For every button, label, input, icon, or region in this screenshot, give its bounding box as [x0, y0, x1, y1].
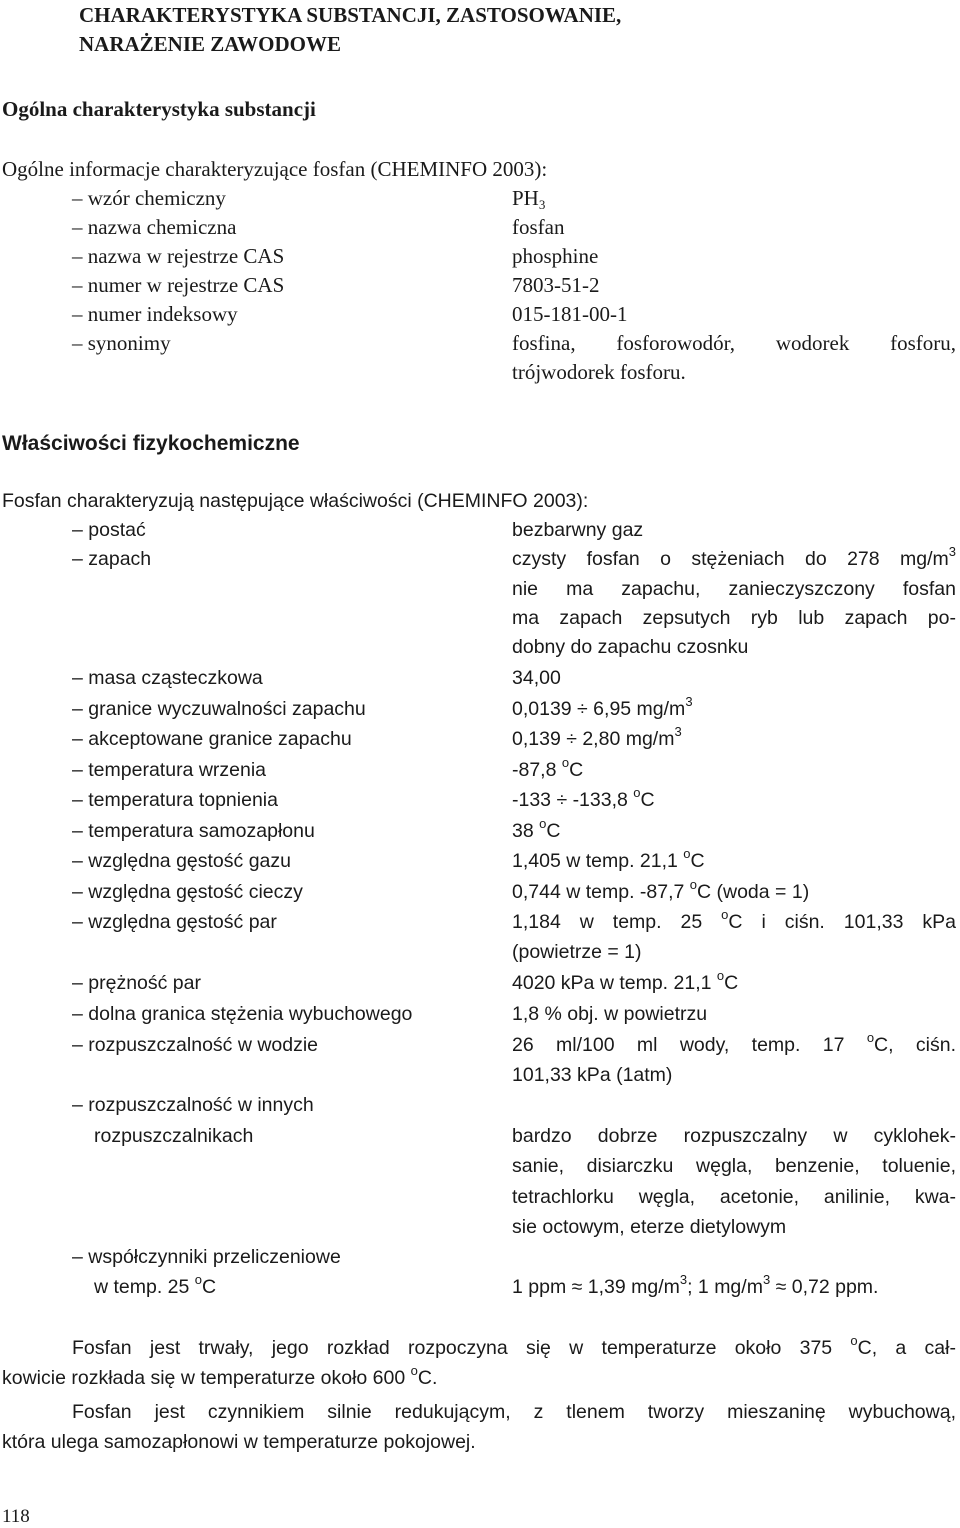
- label-water-solubility: – rozpuszczalność w wodzie: [72, 1034, 318, 1057]
- value-odor-line2: nie ma zapachu, zanieczyszczony fosfan: [512, 578, 956, 600]
- value-molar-mass: 34,00: [512, 667, 561, 689]
- value-odor-threshold: 0,0139 ÷ 6,95 $mg/m^3$: [512, 694, 693, 720]
- label-formula: – wzór chemiczny: [72, 186, 226, 211]
- label-other-solubility-line1: – rozpuszczalność w innych: [72, 1094, 314, 1117]
- label-form: – postać: [72, 519, 146, 542]
- general-intro: Ogólne informacje charakteryzujące fosfan (CHEMINFO 2003):: [2, 157, 548, 181]
- value-other-solubility-line2: sanie, disiarczku węgla, benzenie, toluenie,: [512, 1155, 956, 1177]
- value-liquid-density: 0,744 w temp. -87,7 $^o$C (woda = 1): [512, 877, 810, 903]
- value-vapor-pressure: 4020 kPa w temp. 21,1 $^o$C: [512, 968, 739, 994]
- value-formula: $PH_3$: [512, 186, 546, 212]
- label-vapor-density: – względna gęstość par: [72, 911, 277, 934]
- value-water-solubility-line1: 26 ml/100 ml wody, temp. 17 $^o$C, ciśn.: [512, 1030, 956, 1056]
- label-odor: – zapach: [72, 548, 151, 571]
- value-accepted-odor: 0,139 ÷ 2,80 $mg/m^3$: [512, 724, 682, 750]
- value-odor-line4: dobny do zapachu czosnku: [512, 636, 749, 658]
- paragraph-reducing-line2: która ulega samozapłonowi w temperaturze pokojowej.: [2, 1431, 476, 1453]
- value-autoignition: 38 $^o$C: [512, 816, 561, 842]
- value-melting-point: -133 ÷ -133,8 $^o$C: [512, 785, 655, 811]
- label-liquid-density: – względna gęstość cieczy: [72, 881, 303, 904]
- value-vapor-density-line2: (powietrze = 1): [512, 941, 642, 963]
- label-odor-threshold: – granice wyczuwalności zapachu: [72, 698, 366, 721]
- value-chemical-name: fosfan: [512, 215, 565, 239]
- value-synonyms-line2: trójwodorek fosforu.: [512, 360, 686, 384]
- label-chemical-name: – nazwa chemiczna: [72, 215, 236, 240]
- section-heading-physchem: Właściwości fizykochemiczne: [2, 432, 300, 455]
- label-other-solubility-line2: rozpuszczalnikach: [94, 1125, 254, 1147]
- label-gas-density: – względna gęstość gazu: [72, 850, 291, 873]
- value-index-number: 015-181-00-1: [512, 302, 628, 326]
- value-synonyms-line1: fosfina, fosforowodór, wodorek fosforu,: [512, 331, 956, 355]
- label-cas-name: – nazwa w rejestrze CAS: [72, 244, 284, 269]
- label-lower-explosive-limit: – dolna granica stężenia wybuchowego: [72, 1003, 412, 1026]
- label-synonyms: – synonimy: [72, 331, 171, 356]
- paragraph-stability-line1: Fosfan jest trwały, jego rozkład rozpoczyna się w temperaturze około 375 $^o$C, a cał-: [72, 1333, 956, 1359]
- value-vapor-density-line1: 1,184 w temp. 25 $^o$C i ciśn. 101,33 kPa: [512, 907, 956, 933]
- paragraph-stability-line2: kowicie rozkłada się w temperaturze około 600 $^o$C.: [2, 1363, 438, 1389]
- label-conversion-line2: w temp. 25 $^o$C: [94, 1272, 217, 1298]
- value-gas-density: 1,405 w temp. 21,1 $^o$C: [512, 846, 705, 872]
- label-index-number: – numer indeksowy: [72, 302, 238, 327]
- value-form: bezbarwny gaz: [512, 519, 644, 541]
- section-heading-general: Ogólna charakterystyka substancji: [2, 97, 316, 121]
- label-boiling-point: – temperatura wrzenia: [72, 759, 266, 782]
- value-other-solubility-line4: sie octowym, eterze dietylowym: [512, 1216, 787, 1238]
- chapter-title-line2: NARAŻENIE ZAWODOWE: [79, 32, 341, 56]
- value-cas-number: 7803-51-2: [512, 273, 600, 297]
- label-vapor-pressure: – prężność par: [72, 972, 201, 995]
- value-other-solubility-line3: tetrachlorku węgla, acetonie, anilinie, kwa-: [512, 1186, 956, 1208]
- value-water-solubility-line2: 101,33 kPa (1atm): [512, 1064, 673, 1086]
- label-conversion-line1: – współczynniki przeliczeniowe: [72, 1246, 341, 1269]
- page-number: 118: [2, 1506, 30, 1527]
- value-other-solubility-line1: bardzo dobrze rozpuszczalny w cyklohek-: [512, 1125, 956, 1147]
- value-conversion: 1 ppm ≈ 1,39 $mg/m^3$; 1 $mg/m^3 \approx 0,72$ ppm.: [512, 1272, 879, 1298]
- value-cas-name: phosphine: [512, 244, 599, 268]
- chapter-title-line1: CHARAKTERYSTYKA SUBSTANCJI, ZASTOSOWANIE,: [79, 3, 622, 27]
- value-lower-explosive-limit: 1,8 % obj. w powietrzu: [512, 1003, 708, 1025]
- paragraph-reducing-line1: Fosfan jest czynnikiem silnie redukującym, z tlenem tworzy mieszaninę wybuchową,: [72, 1401, 956, 1423]
- label-accepted-odor: – akceptowane granice zapachu: [72, 728, 352, 751]
- physchem-intro: Fosfan charakteryzują następujące właściwości (CHEMINFO 2003):: [2, 490, 589, 512]
- label-molar-mass: – masa cząsteczkowa: [72, 667, 263, 690]
- value-boiling-point: -87,8 $^o$C: [512, 755, 584, 781]
- label-melting-point: – temperatura topnienia: [72, 789, 278, 812]
- label-autoignition: – temperatura samozapłonu: [72, 820, 315, 843]
- label-cas-number: – numer w rejestrze CAS: [72, 273, 284, 298]
- value-odor-line3: ma zapach zepsutych ryb lub zapach po-: [512, 607, 956, 629]
- value-odor-line1: czysty fosfan o stężeniach do 278 $mg/m^3$: [512, 544, 956, 570]
